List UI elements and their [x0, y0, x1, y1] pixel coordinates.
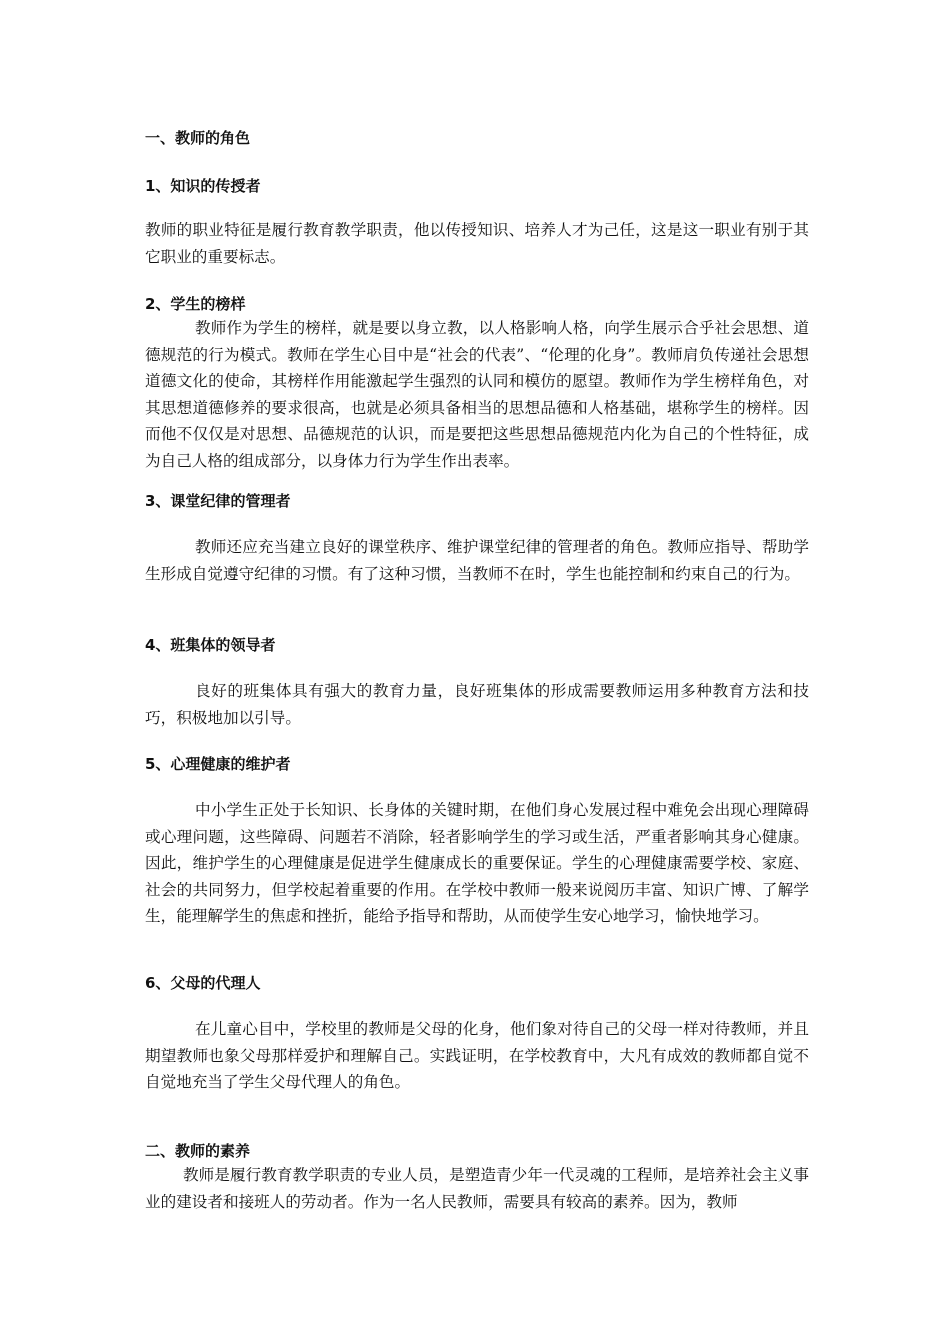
subheading-mental-health: 5、心理健康的维护者	[145, 755, 291, 773]
paragraph-class-leader: 良好的班集体具有强大的教育力量，良好班集体的形成需要教师运用多种教育方法和技巧，积极地加以引导。	[145, 682, 809, 727]
section-heading-teacher-roles: 一、教师的角色	[145, 129, 251, 147]
subheading-classroom-discipline: 3、课堂纪律的管理者	[145, 492, 291, 510]
paragraph-classroom-discipline: 教师还应充当建立良好的课堂秩序、维护课堂纪律的管理者的角色。教师应指导、帮助学生形成自觉遵守纪律的习惯。有了这种习惯，当教师不在时，学生也能控制和约束自己的行为。	[145, 538, 809, 583]
paragraph-knowledge-transmitter: 教师的职业特征是履行教育教学职责，他以传授知识、培养人才为己任，这是这一职业有别于其它职业的重要标志。	[145, 221, 809, 266]
subheading-parent-surrogate: 6、父母的代理人	[145, 974, 261, 992]
paragraph-mental-health: 中小学生正处于长知识、长身体的关键时期，在他们身心发展过程中难免会出现心理障碍或心理问题，这些障碍、问题若不消除，轻者影响学生的学习或生活，严重者影响其身心健康。因此，维护学生的心理健康是促进学生健康成长的重要保证。学生的心理健康需要学校、家庭、社会的共同努力，但学校起着重要的作用。在学校中教师一般来说阅历丰富、知识广博、了解学生，能理解学生的焦虑和挫折，能给予指导和帮助，从而使学生安心地学习，愉快地学习。	[145, 801, 809, 926]
paragraph-parent-surrogate: 在儿童心目中，学校里的教师是父母的化身，他们象对待自己的父母一样对待教师，并且期望教师也象父母那样爱护和理解自己。实践证明，在学校教育中，大凡有成效的教师都自觉不自觉地充当了学生父母代理人的角色。	[145, 1020, 809, 1092]
paragraph-teacher-qualities: 教师是履行教育教学职责的专业人员，是塑造青少年一代灵魂的工程师，是培养社会主义事业的建设者和接班人的劳动者。作为一名人民教师，需要具有较高的素养。因为，教师	[145, 1166, 809, 1211]
subheading-knowledge-transmitter: 1、知识的传授者	[145, 177, 261, 195]
paragraph-student-role-model: 教师作为学生的榜样，就是要以身立教，以人格影响人格，向学生展示合乎社会思想、道德规范的行为模式。教师在学生心目中是“社会的代表”、“伦理的化身”。教师肩负传递社会思想道德文化的使命，其榜样作用能激起学生强烈的认同和模仿的愿望。教师作为学生榜样角色，对其思想道德修养的要求很高，也就是必须具备相当的思想品德和人格基础，堪称学生的榜样。因而他不仅仅是对思想、品德规范的认识，而是要把这些思想品德规范内化为自己的个性特征，成为自己人格的组成部分，以身体力行为学生作出表率。	[145, 319, 809, 470]
section-heading-teacher-qualities: 二、教师的素养	[145, 1142, 251, 1160]
subheading-class-leader: 4、班集体的领导者	[145, 636, 276, 654]
subheading-student-role-model: 2、学生的榜样	[145, 295, 246, 313]
